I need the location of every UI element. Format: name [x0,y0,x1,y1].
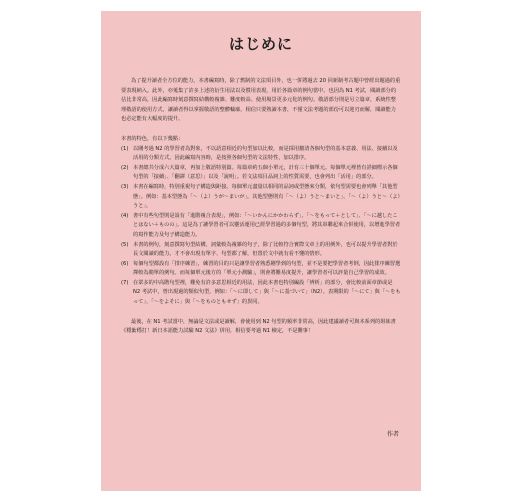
feature-text: 以剛考過 N2 的學習者為對象，不以語意相近的句型加以比較，而是採用釐清各個句型的基本意義、用法、接續以及活用的分類方式。因此編寫內容時，是按照各個句型的文法特性，加以排序。 [133,145,398,162]
feature-item [121,183,401,212]
feature-number: (4) [121,212,129,219]
spacer [121,308,401,318]
feature-item [121,164,401,183]
features-list [121,145,401,308]
feature-item [121,145,401,164]
feature-item [121,279,401,308]
feature-number: (5) [121,241,129,248]
feature-number: (7) [121,279,129,286]
feature-item [121,212,401,241]
feature-text: 書中有些句型則是設有「進階複合表現」，例如：「～いかんにかかわらず」、「～をもって＋として」、「～に越したことはない＋ものの」。這是為了讓學習者可以靈活運用已經學習過的多個句型，將其串聯起來合併使用，以增進學習者的寫作能力及句子構造能力。 [133,212,401,238]
feature-text: 本書的例句，刻意撰寫句型結構、詞彙較為複雜的句子，除了比較符合實際文章上的用例外，也可以提升學習者對於長文閱讀的能力。才不會出現有單字、句型都了解，但置於文中就有看不懂的情形。 [133,241,398,258]
feature-text: 每個句型都設有「排序練習」，練習的目的只是讓學習者熟悉剛學到的句型，並不是要把學習者考倒，因此排序練習選擇較為簡單的例句。而每個單元後方的「單元小測驗」，則會將難易度提升，讓學習者可以評量自己學習的成效。 [133,260,401,277]
feature-number: (2) [121,164,129,171]
spacer [121,125,401,135]
feature-number: (3) [121,183,129,190]
feature-text: 在眾多的中高階句型裡，難免有許多意思相近的用法，因此本書也特別編設「辨析」的部分，會比較前面章節或是 N2 考試中，曾出現過的類似句型。例如：「～に即して」與「～に基づいて」（N2）、表期限的「～にて」與「～をもって」、「～をよそに」與「～をものともせず」的異同。 [133,279,401,306]
feature-number: (1) [121,145,129,152]
preface-page [101,11,421,491]
closing-paragraph: 最後，在 N1 考試當中，無論是文法或是讀解，會使用到 N2 句型的頻率非常高，因此建議讀者可與本系列的姐妹書《穩紮穩打！新日本語能力試驗 N2 文法》併用，相信要考過 N1 檢定，不是難事！ [121,318,396,335]
intro-paragraph: 為了提升讀者全方位的能力，本書編寫時，除了舊制的文法項目外，也一併將過去 20 回新制考古題中曾經出題過的重要表現納入。此外，亦蒐集了許多上述的衍生用法以及慣用表現，用於各篇章的例句當中。也因為 N1 考試，閱讀部分的佔比非常高，因此編寫時刻意撰寫結構較複雜、難度較高、使用場景更多元化的例句。敬語部分則是另立篇章，系統性整理敬語的使用方式，讓讀者得以掌握敬語的整體輪廓。相信只要熟讀本書，不僅文法考題的部份可以迎刃而解，閱讀能力也必定能有大幅度的提升。 [121,78,401,123]
author-signature: 作者 [386,431,399,438]
page-title: はじめに [228,35,293,53]
feature-item [121,260,401,279]
feature-text: 本書總共分成六大篇章，再加上敬語特別篇。每篇章約五個小單元，計有三十個單元。每個單元裡皆有詳細標示各個句型的「接續」、「翻譯（意思）」以及「說明」。若文法項目品詞上的性質需要，也會列出「活用」的部分。 [133,164,398,181]
feature-text: 本書在編寫時，特別重視句子構造與距接。每個單元盡量以相同的品詞或型態來分類，依句型需要也會列舉「其他型態」。例如：基本型態為「～（よ）うが～まいが」，其他型態則有「～（よ）うと～まいと」、「～（よ）うと～（よ）うと」。 [133,183,401,210]
features-lead: 本書的特色，有以下幾點： [121,135,184,142]
feature-number: (6) [121,260,129,267]
feature-item [121,241,401,260]
